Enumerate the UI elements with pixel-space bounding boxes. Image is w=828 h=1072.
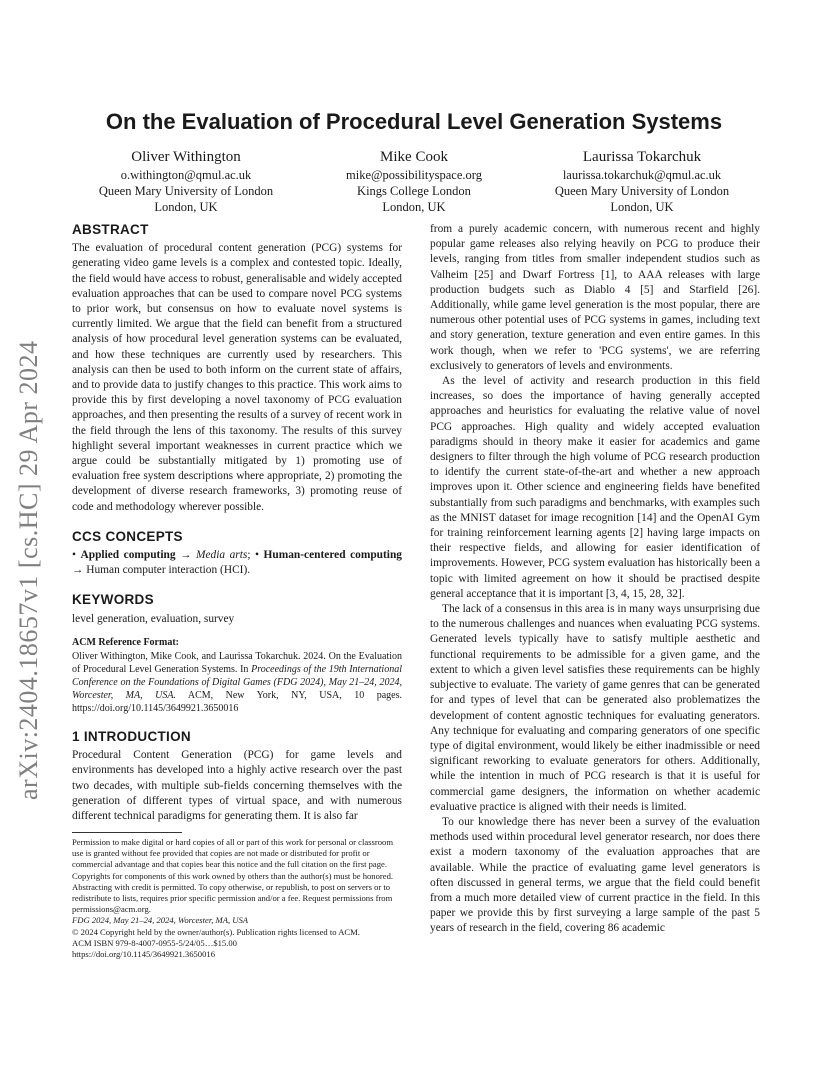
footnote [72, 832, 402, 960]
author-location: London, UK [610, 200, 674, 214]
author-1 [72, 148, 300, 215]
permission-notice: Permission to make digital or hard copies of all or part of this work for personal or classroom use is granted without fee provided that copies are not made or distributed for profit or commercial advantage and that copies bear this notice and the full citation on the first page. Copyrights for components of this work owned by others than the author(s) must be honored. Abstracting with credit is permitted. To copy otherwise, or republish, to post on servers or to redistribute to lists, requires prior specific permission and/or a fee. Request permissions from permissions@acm.org. [72, 837, 394, 915]
author-block [72, 148, 756, 215]
copyright-line: © 2024 Copyright held by the owner/author(s). Publication rights licensed to ACM. [72, 926, 360, 937]
author-name: Laurissa Tokarchuk [582, 149, 702, 165]
introduction-section [72, 729, 402, 824]
author-affiliation: Queen Mary University of London [98, 184, 274, 198]
author-email: mike@possibilityspace.org [346, 168, 482, 182]
intro-paragraph-3: The lack of a consensus in this area is in many ways unsurprising due to the numerous challenges and nuances when evaluating PCG systems. Generated levels typically have to satisfy multiple aesthetic and functional requirements to be admissible for a given game, and the extent to which a given level satisfies these requirements can be highly subjective to evaluate. The variety of game genres that can be generated for and types of level that can be generated also problematizes the development of content agnostic techniques for evaluating generators. Any technique for evaluating and comparing generators of one specific type of digital environment, would likely be either inadmissible or need significant reworking to evaluate generators for others. Additionally, while the intention in much of PCG research is that it is useful for commercial game designers, the information on whether academic evaluative practice is aligned with their needs is limited. [430, 603, 760, 813]
footnote-rule [72, 832, 182, 833]
introduction-text: Procedural Content Generation (PCG) for game levels and environments has developed into a highly active research over the past two decades, with multiple sub-fields concerning themselves with the generation of different types of virtual space, and with numerous different technical paradigms for generating them. It is also far [72, 749, 402, 823]
author-affiliation: Queen Mary University of London [554, 184, 730, 198]
author-name: Mike Cook [380, 149, 448, 165]
abstract-heading: ABSTRACT [72, 222, 149, 237]
keywords-section [72, 592, 402, 626]
right-column [430, 222, 760, 937]
intro-paragraph-2: As the level of activity and research production in this field increases, so does the importance of having generally accepted approaches and heuristics for evaluating the relative value of novel PCG approaches. High quality and widely accepted evaluation paradigms should in theory make it easier for academics and game designers to filter through the high volume of PCG research production to identify the current state-of-the-art and whether a new approach improves upon it. Other science and engineering fields have benefited substantially from such paradigms and benchmarks, with examples such as the MNIST dataset for image recognition [14] and the OpenAI Gym for training reinforcement learning agents [2] having large impacts on their respective fields, and allowing for easier identification of improvements. However, PCG system evaluation has historically been a topic with limited agreement on how it should be practised despite general acceptance that it is important [3, 4, 15, 28, 32]. [430, 375, 760, 600]
venue-line: FDG 2024, May 21–24, 2024, Worcester, MA, USA [72, 915, 248, 926]
abstract-text: The evaluation of procedural content generation (PCG) systems for generating video game levels is a complex and contested topic. Ideally, the field would have access to robust, generalisable and widely accepted evaluation approaches that can be used to compare novel PCG systems to prior work, but consensus on how to evaluate novel systems is currently limited. We argue that the field can benefit from a structured analysis of how procedural level generation systems can be evaluated, and how these techniques are currently used by researchers. This analysis can then be used to both inform on the current state of affairs, and to provide data to justify changes to this practice. This work aims to provide this by first developing a novel taxonomy of PCG evaluation approaches, and then presenting the results of a survey of recent work in the field through the lens of this taxonomy. The results of this survey highlight several important weaknesses in current practice which we argue could be substantially mitigated by 1) promoting use of evaluation free system descriptions where appropriate, 2) promoting the development of diverse research frameworks, 3) promoting reuse of code and methodology wherever possible. [72, 242, 402, 513]
arxiv-stamp: arXiv:2404.18657v1 [cs.HC] 29 Apr 2024 [14, 340, 43, 800]
doi-link[interactable]: https://doi.org/10.1145/3649921.3650016 [72, 949, 215, 960]
ccs-concepts: • Applied computing → Media arts; • Human-centered computing → Human computer interaction (HCI). [72, 549, 402, 577]
author-location: London, UK [382, 200, 446, 214]
paper-title: On the Evaluation of Procedural Level Generation Systems [105, 109, 723, 134]
acm-reference-heading: ACM Reference Format: [72, 636, 179, 648]
keywords-heading: KEYWORDS [72, 592, 154, 608]
author-3 [528, 148, 756, 215]
intro-paragraph-4: To our knowledge there has never been a survey of the evaluation methods used within procedural level generator research, nor does there exist a modern taxonomy of the evaluation approaches that are available. While the practice of evaluating game level generators is often discussed in general terms, we argue that the field could benefit from a much more detailed view of current practice in the field. In this paper we provide this by first surveying a large sample of the past 5 years of research in the field, covering 86 academic [430, 815, 760, 935]
left-column [72, 222, 402, 824]
author-2 [300, 148, 528, 215]
isbn-line: ACM ISBN 979-8-4007-0955-5/24/05…$15.00 [72, 937, 237, 948]
intro-paragraph-1: from a purely academic concern, with numerous recent and highly popular game releases also relying heavily on PCG to produce their levels, ranging from titles from smaller independent studios such as Valheim [25] and Dwarf Fortress [1], to AAA releases with large production budgets such as Diablo 4 [5] and Starfield [26]. Additionally, while game level generation is the most popular, there are numerous other potential uses of PCG systems in games, including text and story generation, texture generation and even entire games. In this work though, when we refer to 'PCG systems', we are referring exclusively to generators of levels and environments. [430, 223, 760, 372]
author-email: o.withington@qmul.ac.uk [120, 168, 252, 182]
ccs-section [72, 529, 402, 579]
ccs-heading: CCS CONCEPTS [72, 528, 183, 544]
acm-reference-text: Oliver Withington, Mike Cook, and Laurissa Tokarchuk. 2024. On the Evaluation of Procedural Level Generation Systems. In Proceedings of the 19th International Conference on the Foundations of Digital Games (FDG 2024), May 21–24, 2024, Worcester, MA, USA. ACM, New York, NY, USA, 10 pages. https://doi.org/10.1145/3649921.3650016 [72, 651, 402, 715]
keywords-text: level generation, evaluation, survey [72, 612, 235, 625]
author-email: laurissa.tokarchuk@qmul.ac.uk [562, 168, 722, 182]
author-location: London, UK [154, 200, 218, 214]
introduction-heading: 1 INTRODUCTION [72, 729, 191, 745]
author-affiliation: Kings College London [357, 184, 471, 198]
author-name: Oliver Withington [131, 149, 241, 165]
